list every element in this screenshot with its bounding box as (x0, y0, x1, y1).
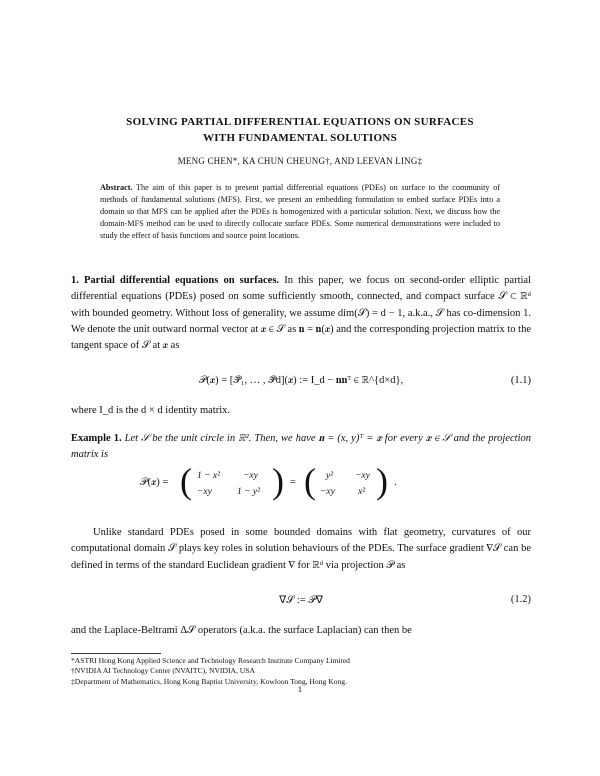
matrix-2-cell: x² (358, 487, 366, 497)
matrix-2-cell: −xy (320, 487, 335, 497)
example-1-text: Let 𝒮 be the unit circle in ℝ². Then, we have 𝐧 = (x, y)ᵀ = 𝒙 for every 𝒙 ∈ 𝒮 and the projection matrix is (71, 433, 531, 461)
example-1-label: Example 1. (71, 433, 122, 444)
matrix-period: . (394, 477, 397, 488)
matrix-1-right-paren: ) (272, 461, 284, 501)
equation-1-1-expression: 𝒫(𝒙) = [𝒫⃗₁, … , 𝒫⃗d](𝒙) := I_d − 𝐧𝐧ᵀ ∈ ℝ^{d×d}, (198, 375, 404, 386)
equation-1-1 (71, 375, 531, 391)
abstract (100, 182, 500, 242)
footnotes (71, 656, 531, 687)
title-line-2: WITH FUNDAMENTAL SOLUTIONS (202, 132, 397, 144)
section-1-intro (71, 273, 531, 354)
footnote-hkbu: ‡Department of Mathematics, Hong Kong Baptist University, Kowloon Tong, Hong Kong. (71, 676, 347, 686)
matrix-equals: = (290, 477, 296, 488)
title-line-1: SOLVING PARTIAL DIFFERENTIAL EQUATIONS ON SURFACES (126, 116, 474, 128)
matrix-2-left-paren: ( (304, 461, 316, 501)
footnote-astri: *ASTRI Hong Kong Applied Science and Technology Research Institute Company Limited (71, 656, 350, 665)
footnote-nvidia: †NVIDIA AI Technology Center (NVAITC), NVIDIA, USA (71, 666, 255, 676)
equation-1-2-expression: ∇𝒮 := 𝒫∇ (279, 595, 323, 606)
matrix-2-cell: −xy (355, 471, 370, 481)
paragraph-identity: where I_d is the d × d identity matrix. (71, 405, 231, 416)
paper-title (60, 114, 540, 146)
example-1 (71, 431, 531, 464)
paragraph-laplace-beltrami: and the Laplace-Beltrami Δ𝒮 operators (a.k.a. the surface Laplacian) can then be (71, 625, 412, 636)
author-list: MENG CHEN*, KA CHUN CHEUNG†, AND LEEVAN LING‡ (177, 156, 423, 166)
matrix-1-cell: −xy (243, 471, 258, 481)
equation-1-2 (71, 594, 531, 610)
matrix-2-right-paren: ) (376, 461, 388, 501)
equation-1-2-number: (1.2) (510, 594, 531, 605)
footnote-rule (71, 653, 161, 654)
matrix-lhs: 𝒫(𝒙) = (140, 477, 169, 488)
matrix-1-cell: 1 − y² (237, 487, 260, 497)
section-1-heading: 1. Partial differential equations on surfaces. (71, 275, 280, 286)
section-1-text: In this paper, we focus on second-order elliptic partial differential equations (PDEs) posed on some sufficiently smooth, connected, and compact surface 𝒮 ⊂ ℝᵈ with bounded geometry. Without loss of generality, we assume dim(𝒮) = d − 1, a.k.a., 𝒮 has co-dimension 1. We denote the unit outward normal vector at 𝒙 ∈ 𝒮 as 𝐧 = 𝐧(𝒙) and the corresponding projection matrix to the tangent space of 𝒮 at 𝒙 as (71, 275, 531, 352)
page-number: 1 (297, 684, 303, 694)
matrix-2-cell: y² (326, 471, 334, 481)
abstract-text: The aim of this paper is to present partial differential equations (PDEs) on surface to the community of methods of fundamental solutions (MFS). First, we present an embedding formulation to embed surface PDEs into a domain so that MFS can be applied after the PDEs is homogenized with a particular solution. Next, we discuss how the domain-MFS method can be used to directly collocate surface PDEs. Some numerical demonstrations were included to study the effect of basis functions and source point locations. (100, 183, 500, 241)
equation-1-1-number: (1.1) (510, 375, 531, 386)
matrix-1-cell: 1 − x² (197, 471, 220, 481)
abstract-label: Abstract. (100, 183, 133, 192)
matrix-1-left-paren: ( (180, 461, 192, 501)
projection-matrix-equation (140, 461, 460, 505)
paragraph-surface-gradient: Unlike standard PDEs posed in some bounded domains with flat geometry, curvatures of our computational domain 𝒮 plays key roles in solution behaviours of the PDEs. The surface gradient ∇𝒮 can be defined in terms of the standard Euclidean gradient ∇ for ℝᵈ via projection 𝒫 as (71, 527, 531, 571)
matrix-1-cell: −xy (197, 487, 212, 497)
